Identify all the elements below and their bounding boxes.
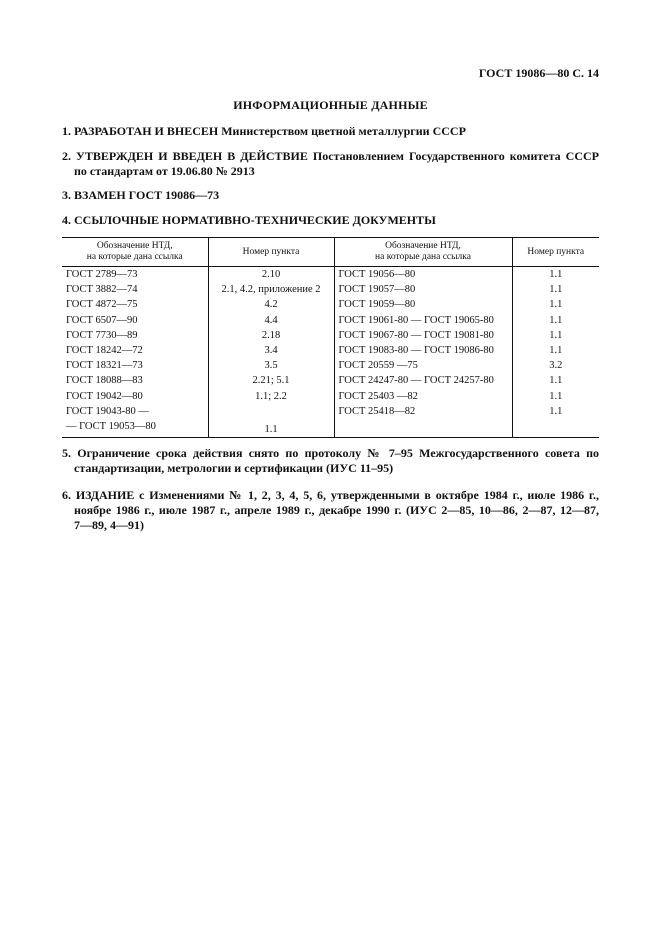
doc-cell: ГОСТ 19056—80	[334, 267, 512, 283]
doc-cell: ГОСТ 19059—80	[334, 297, 512, 312]
doc-cell: ГОСТ 3882—74	[62, 282, 208, 297]
point-cell: 2.18	[208, 328, 334, 343]
section-replaces	[62, 188, 599, 203]
point-cell: 3.4	[208, 343, 334, 358]
point-cell: 1.1; 2.2	[208, 389, 334, 404]
table-row	[62, 297, 599, 312]
section-developed-text: 1. РАЗРАБОТАН И ВНЕСЕН Министерством цветной металлургии СССР	[62, 124, 466, 138]
table-row	[62, 358, 599, 373]
doc-cell: ГОСТ 6507—90	[62, 313, 208, 328]
header-point-right: Номер пункта	[512, 238, 599, 267]
point-cell: 1.1	[549, 390, 563, 402]
table-row	[62, 282, 599, 297]
point-cell: 1.1	[208, 404, 334, 438]
section-replaces-text: 3. ВЗАМЕН ГОСТ 19086—73	[62, 188, 220, 202]
point-cell: 3.5	[208, 358, 334, 373]
doc-cell: ГОСТ 2789—73	[62, 267, 208, 283]
point-cell: 1.1	[549, 375, 563, 387]
header-ntd-left: Обозначение НТД, на которые дана ссылка	[62, 238, 208, 267]
section-approved	[62, 149, 599, 179]
table-row	[62, 373, 599, 388]
table-row	[62, 343, 599, 358]
doc-cell: ГОСТ 4872—75	[62, 297, 208, 312]
doc-cell: ГОСТ 19083-80 — ГОСТ 19086-80	[334, 343, 512, 358]
section-references	[62, 213, 599, 228]
table-row	[62, 313, 599, 328]
table-row	[62, 404, 599, 438]
doc-cell: ГОСТ 25403 —82	[334, 389, 512, 404]
doc-cell: ГОСТ 7730—89	[62, 328, 208, 343]
doc-cell: ГОСТ 24247-80 — ГОСТ 24257-80	[334, 373, 512, 388]
point-cell: 2.1, 4.2, приложение 2	[208, 282, 334, 297]
header-ntd-right: Обозначение НТД, на которые дана ссылка	[334, 238, 512, 267]
document-title: ИНФОРМАЦИОННЫЕ ДАННЫЕ	[233, 98, 428, 112]
section-term-limit-line1: 5. Ограничение срока действия снято по протоколу № 7–95 Межгосударственного совета по	[62, 446, 599, 460]
point-cell: 1.1	[549, 345, 563, 357]
section-edition-line3: 7—89, 4—91)	[74, 518, 144, 532]
table-row	[62, 389, 599, 404]
section-term-limit-line2: стандартизации, метрологии и сертификации (ИУС 11–95)	[74, 461, 394, 475]
point-cell: 1.1	[549, 314, 563, 326]
section-edition-line1: 6. ИЗДАНИЕ с Изменениями № 1, 2, 3, 4, 5, 6, утвержденными в октябре 1984 г., июле 1986 г.,	[62, 488, 599, 502]
point-cell: 1.1	[549, 284, 563, 296]
point-cell: 4.4	[208, 313, 334, 328]
table-header-row	[62, 238, 599, 267]
doc-cell: ГОСТ 19043-80 — — ГОСТ 19053—80	[62, 404, 208, 438]
point-cell: 1.1	[549, 299, 563, 311]
page-header: ГОСТ 19086—80 С. 14	[478, 66, 599, 80]
point-cell: 2.10	[208, 267, 334, 283]
point-cell: 1.1	[549, 269, 563, 280]
doc-cell: ГОСТ 18321—73	[62, 358, 208, 373]
doc-cell: ГОСТ 19042—80	[62, 389, 208, 404]
point-cell: 2.21; 5.1	[208, 373, 334, 388]
doc-cell: ГОСТ 18088—83	[62, 373, 208, 388]
doc-cell: ГОСТ 19067-80 — ГОСТ 19081-80	[334, 328, 512, 343]
doc-cell: ГОСТ 19061-80 — ГОСТ 19065-80	[334, 313, 512, 328]
point-cell: 3.2	[549, 360, 563, 372]
section-approved-line1: 2. УТВЕРЖДЕН И ВВЕДЕН В ДЕЙСТВИЕ Постановлением Государственного комитета СССР	[62, 149, 599, 163]
doc-cell: ГОСТ 20559 —75	[334, 358, 512, 373]
references-table	[62, 237, 599, 438]
point-cell: 1.1	[512, 404, 599, 438]
section-edition-line2: ноябре 1986 г., июле 1987 г., апреле 1989 г., декабре 1990 г. (ИУС 2—85, 10—86, 2—87, 12—87,	[74, 503, 599, 517]
section-term-limit	[62, 446, 599, 476]
table-row	[62, 267, 599, 283]
section-approved-line2: по стандартам от 19.06.80 № 2913	[74, 164, 255, 178]
doc-cell: ГОСТ 18242—72	[62, 343, 208, 358]
point-cell: 1.1	[549, 329, 563, 341]
section-references-text: 4. ССЫЛОЧНЫЕ НОРМАТИВНО-ТЕХНИЧЕСКИЕ ДОКУМЕНТЫ	[62, 213, 436, 227]
header-point-left: Номер пункта	[208, 238, 334, 267]
table-row	[62, 328, 599, 343]
doc-cell: ГОСТ 25418—82	[334, 404, 512, 438]
point-cell: 4.2	[208, 297, 334, 312]
section-edition	[62, 488, 599, 533]
section-developed	[62, 124, 599, 139]
doc-cell: ГОСТ 19057—80	[334, 282, 512, 297]
